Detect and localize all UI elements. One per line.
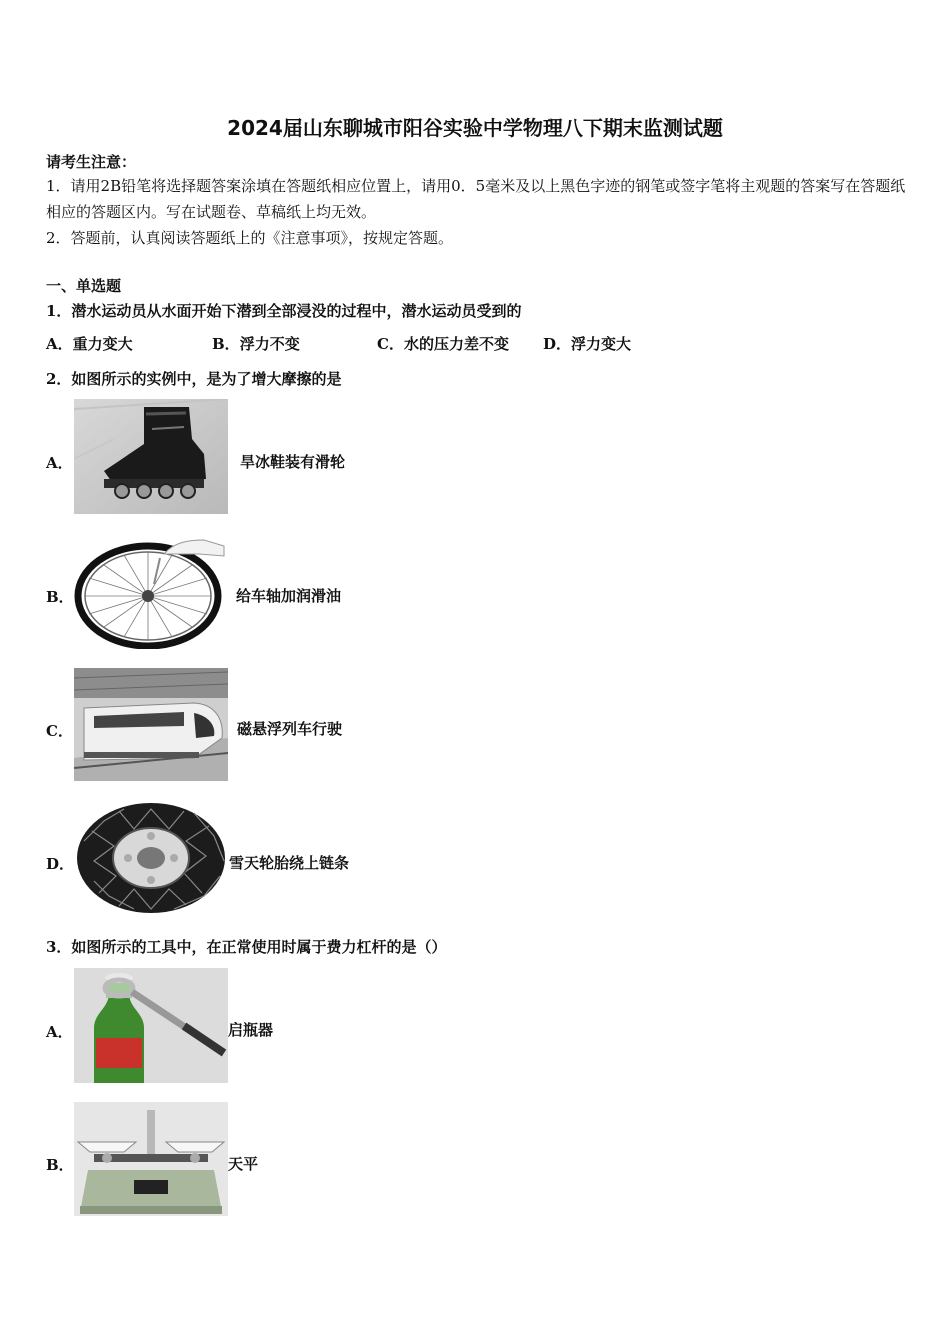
q1-option-d-text: 浮力变大 [571,335,632,353]
notice-item-1: 1．请用2B铅笔将选择题答案涂填在答题纸相应位置上，请用0．5毫米及以上黑色字迹的钢笔或签字笔将主观题的答案写在答题纸相应的答题区内。写在试题卷、草稿纸上均无效。 [46,177,906,221]
snow-chain-tire-icon [74,801,228,915]
q1-option-a[interactable] [46,331,133,357]
q2-option-d-label[interactable]: D． [46,855,75,873]
q1-option-c-text: 水的压力差不变 [403,335,509,353]
q1-option-a-label: A． [46,335,73,353]
q2-option-a-label[interactable]: A． [46,454,73,472]
q1-option-d[interactable] [543,331,631,357]
q3-option-b-label[interactable]: B． [46,1156,74,1174]
q3-option-a-label[interactable]: A． [46,1023,73,1041]
q1-option-d-label: D． [543,335,572,353]
q3-option-a-text: 启瓶器 [228,1021,274,1039]
question-3-stem: 3．如图所示的工具中，在正常使用时属于费力杠杆的是（） [46,938,447,956]
q1-option-b-text: 浮力不变 [239,335,300,353]
q1-option-a-text: 重力变大 [72,335,133,353]
q1-option-b-label: B． [212,335,240,353]
question-2-stem: 2．如图所示的实例中，是为了增大摩擦的是 [46,370,342,388]
q2-option-b-text: 给车轴加润滑油 [236,587,342,605]
q2-option-b-label[interactable]: B． [46,588,74,606]
notice-item-2: 2．答题前，认真阅读答题纸上的《注意事项》，按规定答题。 [46,229,454,247]
q2-option-d-text: 雪天轮胎绕上链条 [229,854,350,872]
q1-option-c[interactable] [377,331,509,357]
q1-option-c-label: C． [377,335,404,353]
question-1-stem: 1．潜水运动员从水面开始下潜到全部浸没的过程中，潜水运动员受到的 [46,302,522,320]
q2-option-a-text: 旱冰鞋装有滑轮 [240,453,346,471]
q2-option-c-label[interactable]: C． [46,722,73,740]
balance-scale-icon [74,1102,228,1216]
bicycle-wheel-icon [74,534,228,649]
section-heading: 一、单选题 [46,277,122,295]
inline-skate-icon [74,399,228,514]
q1-option-b[interactable] [212,331,300,357]
q3-option-b-text: 天平 [228,1155,259,1173]
maglev-train-icon [74,668,228,781]
notice-heading: 请考生注意： [46,153,137,171]
page-title: 2024届山东聊城市阳谷实验中学物理八下期末监测试题 [227,116,723,140]
q2-option-c-text: 磁悬浮列车行驶 [237,720,343,738]
bottle-opener-icon [74,968,228,1083]
